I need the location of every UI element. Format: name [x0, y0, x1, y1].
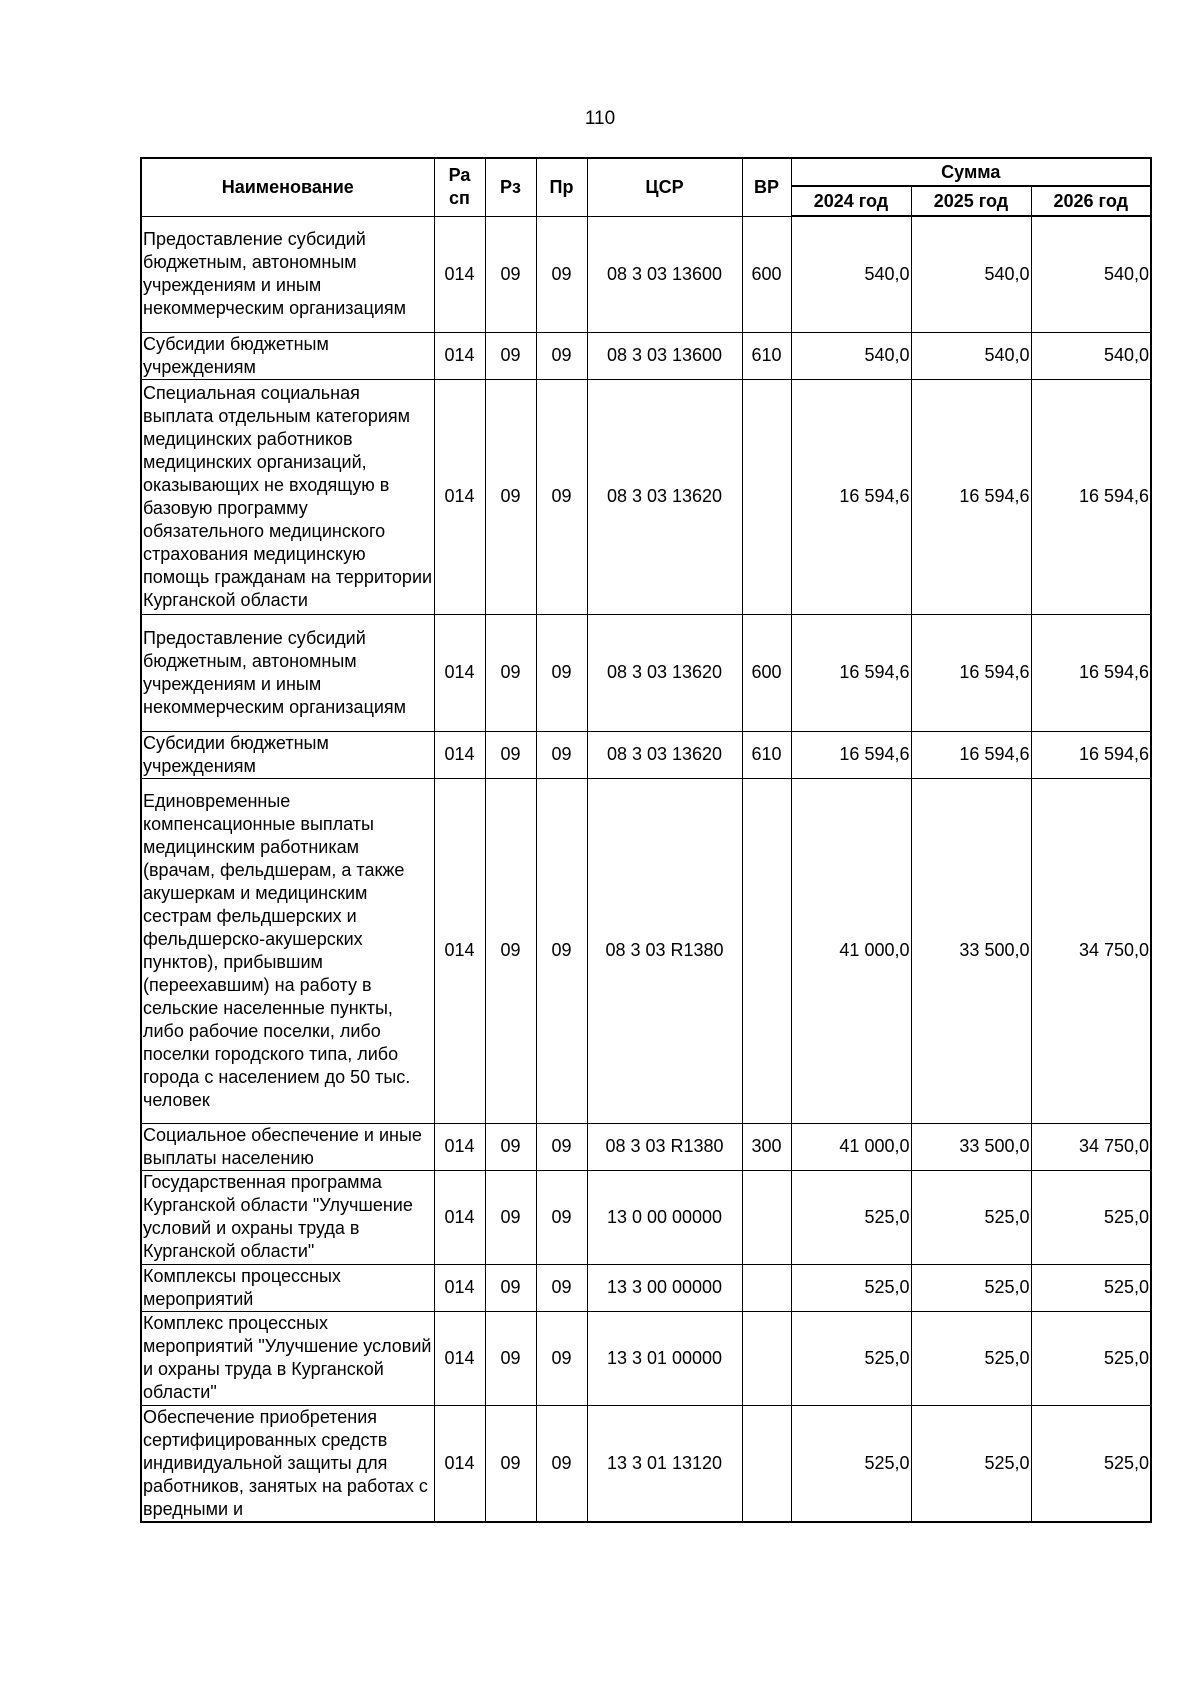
- cell-vr: [742, 778, 791, 1123]
- cell-y2026: 525,0: [1031, 1170, 1151, 1264]
- cell-y2024: 525,0: [791, 1405, 911, 1522]
- cell-y2025: 16 594,6: [911, 731, 1031, 778]
- cell-rz: 09: [485, 1405, 536, 1522]
- cell-pr: 09: [536, 731, 587, 778]
- cell-rz: 09: [485, 1123, 536, 1170]
- cell-rz: 09: [485, 216, 536, 332]
- cell-csr: 08 3 03 R1380: [587, 1123, 742, 1170]
- cell-y2024: 41 000,0: [791, 1123, 911, 1170]
- table-row: [141, 778, 1151, 1123]
- cell-rasp: 014: [434, 1170, 485, 1264]
- cell-csr: 13 3 01 13120: [587, 1405, 742, 1522]
- cell-rz: 09: [485, 1311, 536, 1405]
- cell-y2026: 525,0: [1031, 1405, 1151, 1522]
- cell-vr: 610: [742, 731, 791, 778]
- cell-y2025: 540,0: [911, 332, 1031, 379]
- cell-y2024: 525,0: [791, 1264, 911, 1311]
- cell-csr: 08 3 03 13600: [587, 332, 742, 379]
- cell-y2026: 540,0: [1031, 216, 1151, 332]
- cell-csr: 08 3 03 13620: [587, 614, 742, 731]
- cell-vr: [742, 1405, 791, 1522]
- header-summa: Сумма: [791, 158, 1151, 186]
- cell-pr: 09: [536, 1170, 587, 1264]
- cell-vr: [742, 1170, 791, 1264]
- cell-rasp: 014: [434, 216, 485, 332]
- cell-y2025: 16 594,6: [911, 379, 1031, 614]
- cell-y2025: 33 500,0: [911, 1123, 1031, 1170]
- cell-pr: 09: [536, 332, 587, 379]
- cell-vr: 300: [742, 1123, 791, 1170]
- header-vr: ВР: [742, 158, 791, 216]
- cell-csr: 08 3 03 13620: [587, 731, 742, 778]
- table-row: [141, 332, 1151, 379]
- cell-vr: [742, 1311, 791, 1405]
- cell-name: Социальное обеспечение и иные выплаты населению: [141, 1123, 434, 1170]
- cell-name: Специальная социальная выплата отдельным категориям медицинских работников медицинских организаций, оказывающих не входящую в базовую программу обязательного медицинского страхования медицинскую помощь гражданам на территории Курганской области: [141, 379, 434, 614]
- cell-rasp: 014: [434, 379, 485, 614]
- cell-rz: 09: [485, 1264, 536, 1311]
- table-row: [141, 1311, 1151, 1405]
- cell-name: Предоставление субсидий бюджетным, автономным учреждениям и иным некоммерческим организациям: [141, 614, 434, 731]
- cell-y2024: 41 000,0: [791, 778, 911, 1123]
- cell-rasp: 014: [434, 1264, 485, 1311]
- cell-rasp: 014: [434, 1405, 485, 1522]
- cell-csr: 13 0 00 00000: [587, 1170, 742, 1264]
- table-row: [141, 1123, 1151, 1170]
- header-name: Наименование: [141, 158, 434, 216]
- cell-pr: 09: [536, 1405, 587, 1522]
- header-2024: 2024 год: [791, 186, 911, 216]
- cell-name: Комплексы процессных мероприятий: [141, 1264, 434, 1311]
- cell-y2025: 16 594,6: [911, 614, 1031, 731]
- cell-name: Субсидии бюджетным учреждениям: [141, 332, 434, 379]
- cell-y2026: 34 750,0: [1031, 778, 1151, 1123]
- cell-pr: 09: [536, 216, 587, 332]
- cell-rz: 09: [485, 379, 536, 614]
- cell-y2024: 540,0: [791, 332, 911, 379]
- cell-rz: 09: [485, 332, 536, 379]
- cell-rz: 09: [485, 614, 536, 731]
- page-number: 110: [584, 108, 616, 129]
- cell-pr: 09: [536, 1123, 587, 1170]
- cell-name: Предоставление субсидий бюджетным, автономным учреждениям и иным некоммерческим организациям: [141, 216, 434, 332]
- cell-name: Комплекс процессных мероприятий "Улучшение условий и охраны труда в Курганской области": [141, 1311, 434, 1405]
- budget-table: [140, 157, 1152, 1523]
- cell-vr: 610: [742, 332, 791, 379]
- cell-rasp: 014: [434, 731, 485, 778]
- table-row: [141, 1264, 1151, 1311]
- cell-y2025: 525,0: [911, 1170, 1031, 1264]
- table-row: [141, 614, 1151, 731]
- table-row: [141, 1170, 1151, 1264]
- header-rasp: Ра сп: [434, 158, 485, 216]
- cell-pr: 09: [536, 379, 587, 614]
- cell-y2025: 525,0: [911, 1264, 1031, 1311]
- header-2025: 2025 год: [911, 186, 1031, 216]
- cell-y2026: 16 594,6: [1031, 614, 1151, 731]
- header-csr: ЦСР: [587, 158, 742, 216]
- table-row: [141, 731, 1151, 778]
- cell-rz: 09: [485, 731, 536, 778]
- cell-rasp: 014: [434, 614, 485, 731]
- cell-rasp: 014: [434, 332, 485, 379]
- cell-pr: 09: [536, 1311, 587, 1405]
- table-row: [141, 1405, 1151, 1522]
- cell-y2024: 525,0: [791, 1170, 911, 1264]
- cell-csr: 13 3 01 00000: [587, 1311, 742, 1405]
- cell-y2024: 525,0: [791, 1311, 911, 1405]
- table-row: [141, 216, 1151, 332]
- cell-name: Государственная программа Курганской области "Улучшение условий и охраны труда в Курганской области": [141, 1170, 434, 1264]
- cell-pr: 09: [536, 614, 587, 731]
- header-2026: 2026 год: [1031, 186, 1151, 216]
- cell-rasp: 014: [434, 1123, 485, 1170]
- cell-vr: [742, 379, 791, 614]
- header-rz: Рз: [485, 158, 536, 216]
- cell-rz: 09: [485, 778, 536, 1123]
- cell-y2025: 525,0: [911, 1311, 1031, 1405]
- cell-y2024: 540,0: [791, 216, 911, 332]
- cell-vr: 600: [742, 216, 791, 332]
- cell-y2024: 16 594,6: [791, 379, 911, 614]
- cell-csr: 08 3 03 13620: [587, 379, 742, 614]
- cell-name: Субсидии бюджетным учреждениям: [141, 731, 434, 778]
- cell-csr: 08 3 03 13600: [587, 216, 742, 332]
- cell-name: Единовременные компенсационные выплаты медицинским работникам (врачам, фельдшерам, а также акушеркам и медицинским сестрам фельдшерских и фельдшерско-акушерских пунктов), прибывшим (переехавшим) на работу в сельские населенные пункты, либо рабочие поселки, либо поселки городского типа, либо города с населением до 50 тыс. человек: [141, 778, 434, 1123]
- cell-pr: 09: [536, 778, 587, 1123]
- cell-y2024: 16 594,6: [791, 614, 911, 731]
- cell-rz: 09: [485, 1170, 536, 1264]
- cell-y2026: 16 594,6: [1031, 731, 1151, 778]
- cell-rasp: 014: [434, 778, 485, 1123]
- cell-y2025: 540,0: [911, 216, 1031, 332]
- cell-y2025: 525,0: [911, 1405, 1031, 1522]
- cell-y2025: 33 500,0: [911, 778, 1031, 1123]
- cell-csr: 08 3 03 R1380: [587, 778, 742, 1123]
- cell-csr: 13 3 00 00000: [587, 1264, 742, 1311]
- cell-rasp: 014: [434, 1311, 485, 1405]
- header-pr: Пр: [536, 158, 587, 216]
- cell-y2026: 525,0: [1031, 1264, 1151, 1311]
- cell-y2026: 16 594,6: [1031, 379, 1151, 614]
- cell-vr: 600: [742, 614, 791, 731]
- cell-y2026: 525,0: [1031, 1311, 1151, 1405]
- cell-y2024: 16 594,6: [791, 731, 911, 778]
- cell-y2026: 34 750,0: [1031, 1123, 1151, 1170]
- table-row: [141, 379, 1151, 614]
- cell-y2026: 540,0: [1031, 332, 1151, 379]
- cell-name: Обеспечение приобретения сертифицированных средств индивидуальной защиты для работников, занятых на работах с вредными и: [141, 1405, 434, 1522]
- cell-pr: 09: [536, 1264, 587, 1311]
- cell-vr: [742, 1264, 791, 1311]
